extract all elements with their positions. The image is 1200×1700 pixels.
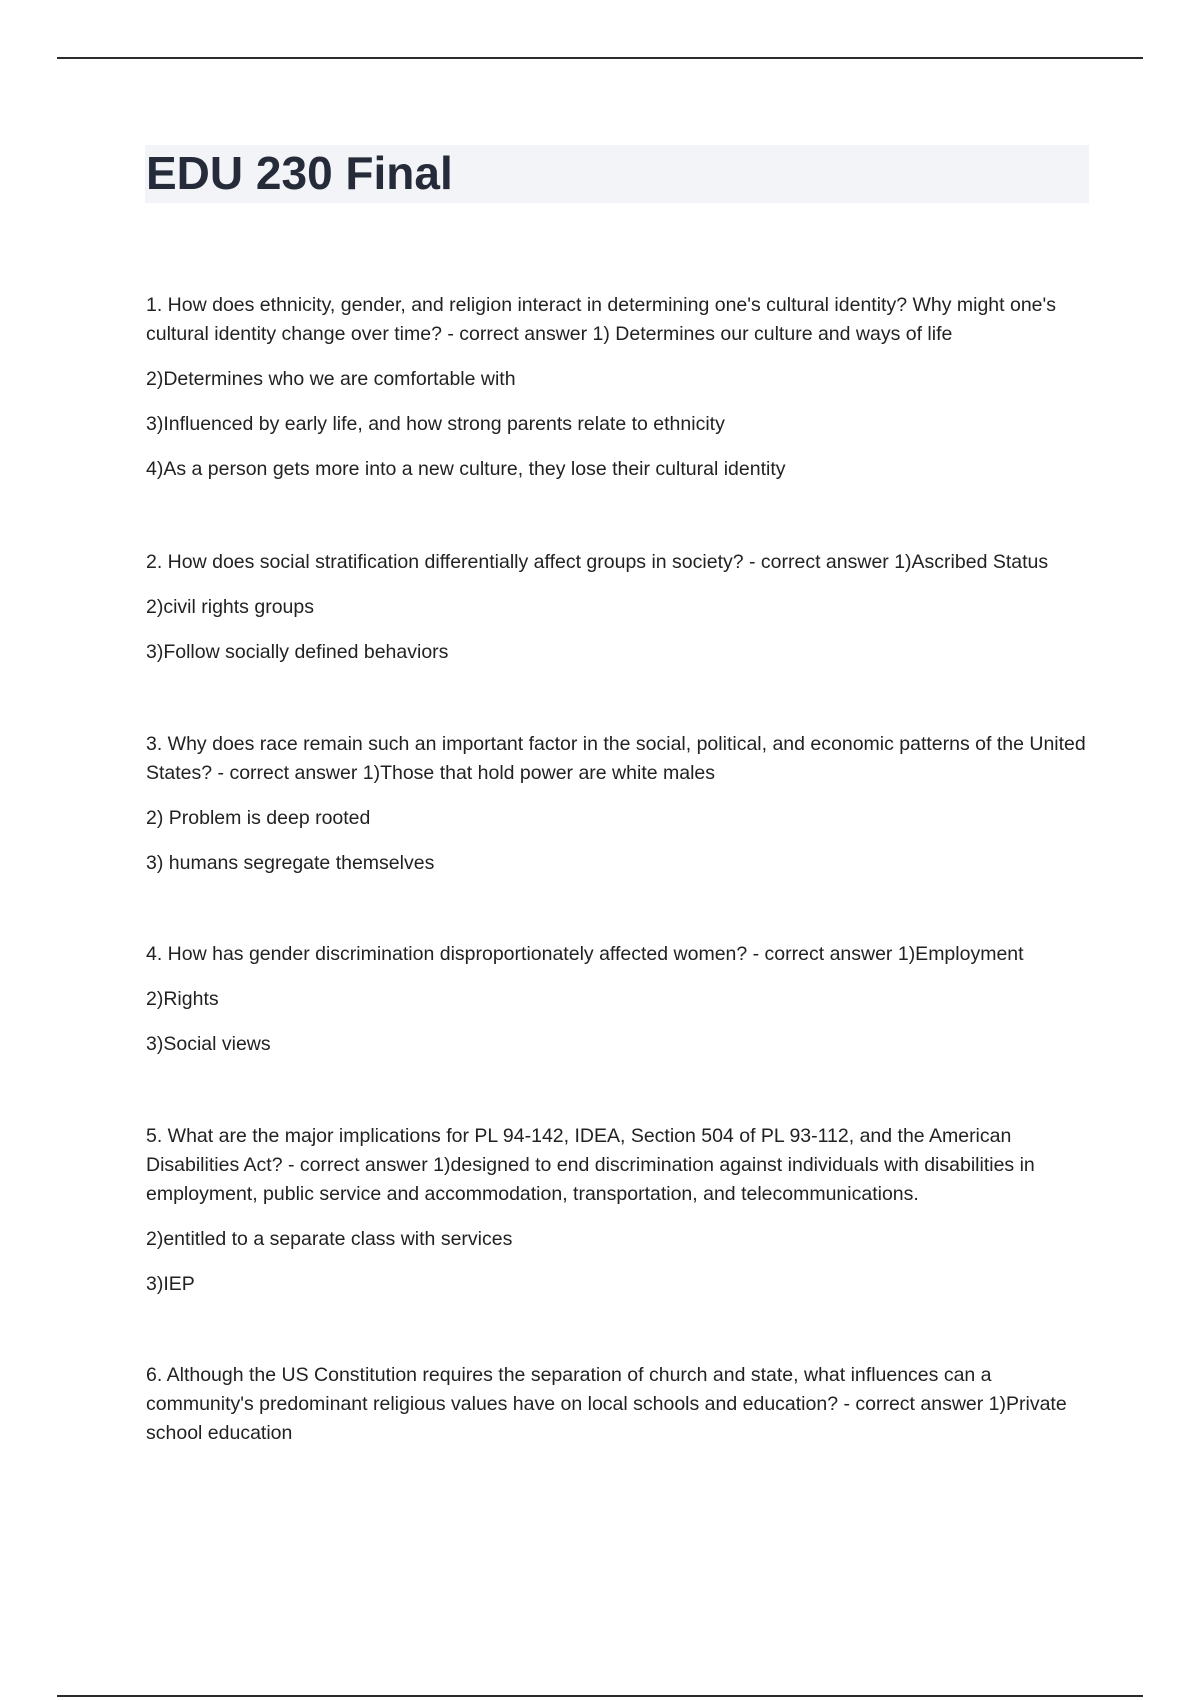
answer-item: 2) Problem is deep rooted [146,807,371,829]
answer-item: 3) humans segregate themselves [146,852,435,874]
answer-item: 3)IEP [146,1273,195,1295]
answer-item: 4)As a person gets more into a new culture, they lose their cultural identity [146,458,786,480]
footer-rule [57,1695,1143,1697]
question-block-4 [146,940,1096,1059]
question-text: 1. How does ethnicity, gender, and religion interact in determining one's cultural identity? Why might one's cultural identity change over time? - correct answer 1) Determines our culture and ways of life [146,294,1056,345]
question-text: 4. How has gender discrimination disproportionately affected women? - correct answer 1)Employment [146,943,1024,965]
header-rule [57,57,1143,59]
question-text: 2. How does social stratification differentially affect groups in society? - correct answer 1)Ascribed Status [146,551,1049,573]
question-text: 6. Although the US Constitution requires the separation of church and state, what influences can a community's predominant religious values have on local schools and education? - correct answer 1)Private school education [146,1364,1067,1444]
answer-item: 2)entitled to a separate class with services [146,1228,513,1250]
answer-item: 3)Social views [146,1033,271,1055]
question-text: 5. What are the major implications for PL 94-142, IDEA, Section 504 of PL 93-112, and the American Disabilities Act? - correct answer 1)designed to end discrimination against individuals with disabilities in employment, public service and accommodation, transportation, and telecommunications. [146,1125,1035,1205]
document-title: EDU 230 Final [146,147,453,199]
question-block-1 [146,291,1096,484]
answer-item: 3)Follow socially defined behaviors [146,641,449,663]
question-block-5 [146,1122,1096,1299]
question-block-3 [146,730,1096,878]
answer-item: 2)civil rights groups [146,596,314,618]
question-block-6 [146,1361,1096,1448]
question-text: 3. Why does race remain such an important factor in the social, political, and economic patterns of the United States? - correct answer 1)Those that hold power are white males [146,733,1086,784]
answer-item: 2)Determines who we are comfortable with [146,368,516,390]
answer-item: 2)Rights [146,988,219,1010]
answer-item: 3)Influenced by early life, and how strong parents relate to ethnicity [146,413,725,435]
question-block-2 [146,548,1096,667]
